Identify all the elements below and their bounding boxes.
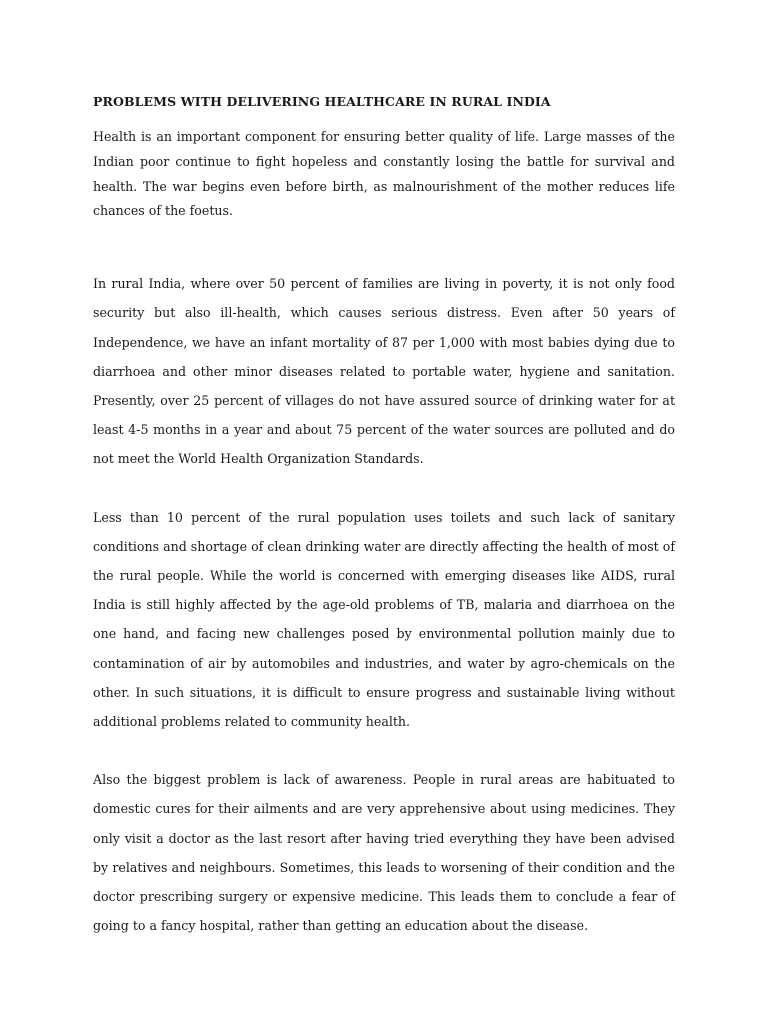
- paragraph-rural-poverty: In rural India, where over 50 percent of families are living in poverty, it is not only food security but also ill-health, which causes serious distress. Even after 50 years of Independence, we have an infant mortality of 87 per 1,000 with most babies dying due to diarrhoea and other minor diseases related to portable water, hygiene and sanitation. Presently, over 25 percent of villages do not have assured source of drinking water for at least 4-5 months in a year and about 75 percent of the water sources are polluted and do not meet the World Health Organization Standards.: [93, 276, 675, 467]
- paragraph-awareness: Also the biggest problem is lack of awareness. People in rural areas are habituated to domestic cures for their ailments and are very apprehensive about using medicines. They only visit a doctor as the last resort after having tried everything they have been advised by relatives and neighbours. Sometimes, this leads to worsening of their condition and the doctor prescribing surgery or expensive medicine. This leads them to conclude a fear of going to a fancy hospital, rather than getting an education about the disease.: [93, 772, 675, 934]
- paragraph-sanitation: Less than 10 percent of the rural population uses toilets and such lack of sanitary conditions and shortage of clean drinking water are directly affecting the health of most of the rural people. While the world is concerned with emerging diseases like AIDS, rural India is still highly affected by the age-old problems of TB, malaria and diarrhoea on the one hand, and facing new challenges posed by environmental pollution mainly due to contamination of air by automobiles and industries, and water by agro-chemicals on the other. In such situations, it is difficult to ensure progress and sustainable living without additional problems related to community health.: [93, 509, 675, 730]
- document-title: PROBLEMS WITH DELIVERING HEALTHCARE IN RURAL INDIA: [93, 94, 551, 109]
- document-page: [93, 93, 675, 940]
- paragraph-health-importance: Health is an important component for ensuring better quality of life. Large masses of the Indian poor continue to fight hopeless and constantly losing the battle for survival and health. The war begins even before birth, as malnourishment of the mother reduces life chances of the foetus.: [93, 129, 675, 219]
